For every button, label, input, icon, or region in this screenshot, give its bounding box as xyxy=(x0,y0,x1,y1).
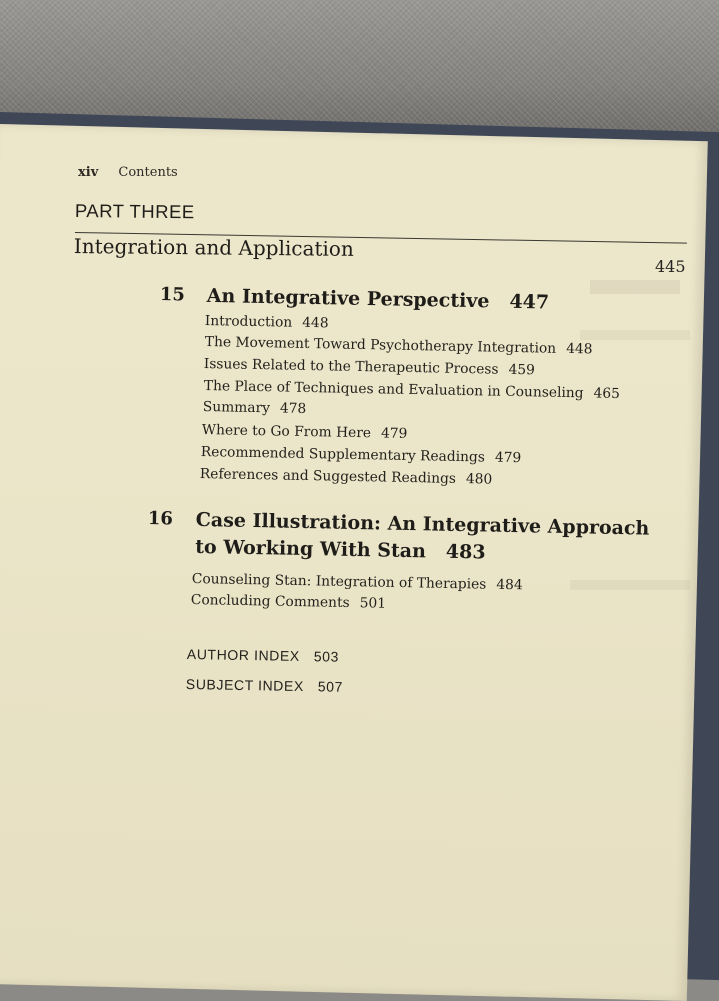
index-page: 507 xyxy=(317,678,344,695)
entry-page: 448 xyxy=(566,340,593,358)
entry-page: 484 xyxy=(496,576,523,594)
entry-label: Issues Related to the Therapeutic Process xyxy=(203,356,499,378)
entry-page: 479 xyxy=(380,425,408,442)
page-header xyxy=(78,165,178,180)
entry-page: 465 xyxy=(593,385,621,402)
chapter-title-text: An Integrative Perspective xyxy=(206,284,490,313)
chapter-title-line1: Case Illustration: An Integrative Approach xyxy=(195,508,650,540)
chapter-number: 15 xyxy=(159,284,186,306)
entry-label: Concluding Comments xyxy=(190,592,350,612)
chapter-page: 447 xyxy=(509,290,550,314)
entry-label: The Place of Techniques and Evaluation in Counseling xyxy=(203,378,584,402)
show-through-bleed xyxy=(560,280,710,880)
index-label: AUTHOR INDEX xyxy=(186,646,300,664)
entry-label: References and Suggested Readings xyxy=(199,466,457,487)
entry-page: 501 xyxy=(359,595,387,612)
entry-page: 480 xyxy=(465,471,493,488)
entry-label: Recommended Supplementary Readings xyxy=(200,444,486,466)
toc-entry xyxy=(203,399,307,417)
entry-label: The Movement Toward Psychotherapy Integration xyxy=(204,334,557,357)
chapter-number: 16 xyxy=(147,508,174,530)
part-page-number: 445 xyxy=(655,257,686,276)
index-entry xyxy=(186,676,343,695)
entry-page: 448 xyxy=(302,314,329,332)
entry-label: Introduction xyxy=(204,313,293,331)
toc-entry xyxy=(205,313,329,331)
header-page-number: xiv xyxy=(78,165,99,180)
entry-label: Counseling Stan: Integration of Therapies xyxy=(191,571,487,593)
index-page: 503 xyxy=(313,648,340,665)
part-label: PART THREE xyxy=(74,200,195,223)
entry-page: 478 xyxy=(279,400,307,417)
entry-label: Where to Go From Here xyxy=(201,422,372,442)
chapter-page: 483 xyxy=(445,540,486,564)
chapter-16 xyxy=(147,508,668,574)
chapter-title-line2: to Working With Stan xyxy=(195,535,427,563)
entry-page: 479 xyxy=(494,449,522,467)
entry-page: 459 xyxy=(508,361,536,379)
entry-label: Summary xyxy=(202,399,271,417)
index-entry xyxy=(187,646,339,665)
part-title: Integration and Application xyxy=(73,234,354,261)
chapter-title xyxy=(195,536,486,564)
index-label: SUBJECT INDEX xyxy=(185,676,304,695)
header-section: Contents xyxy=(118,165,178,180)
